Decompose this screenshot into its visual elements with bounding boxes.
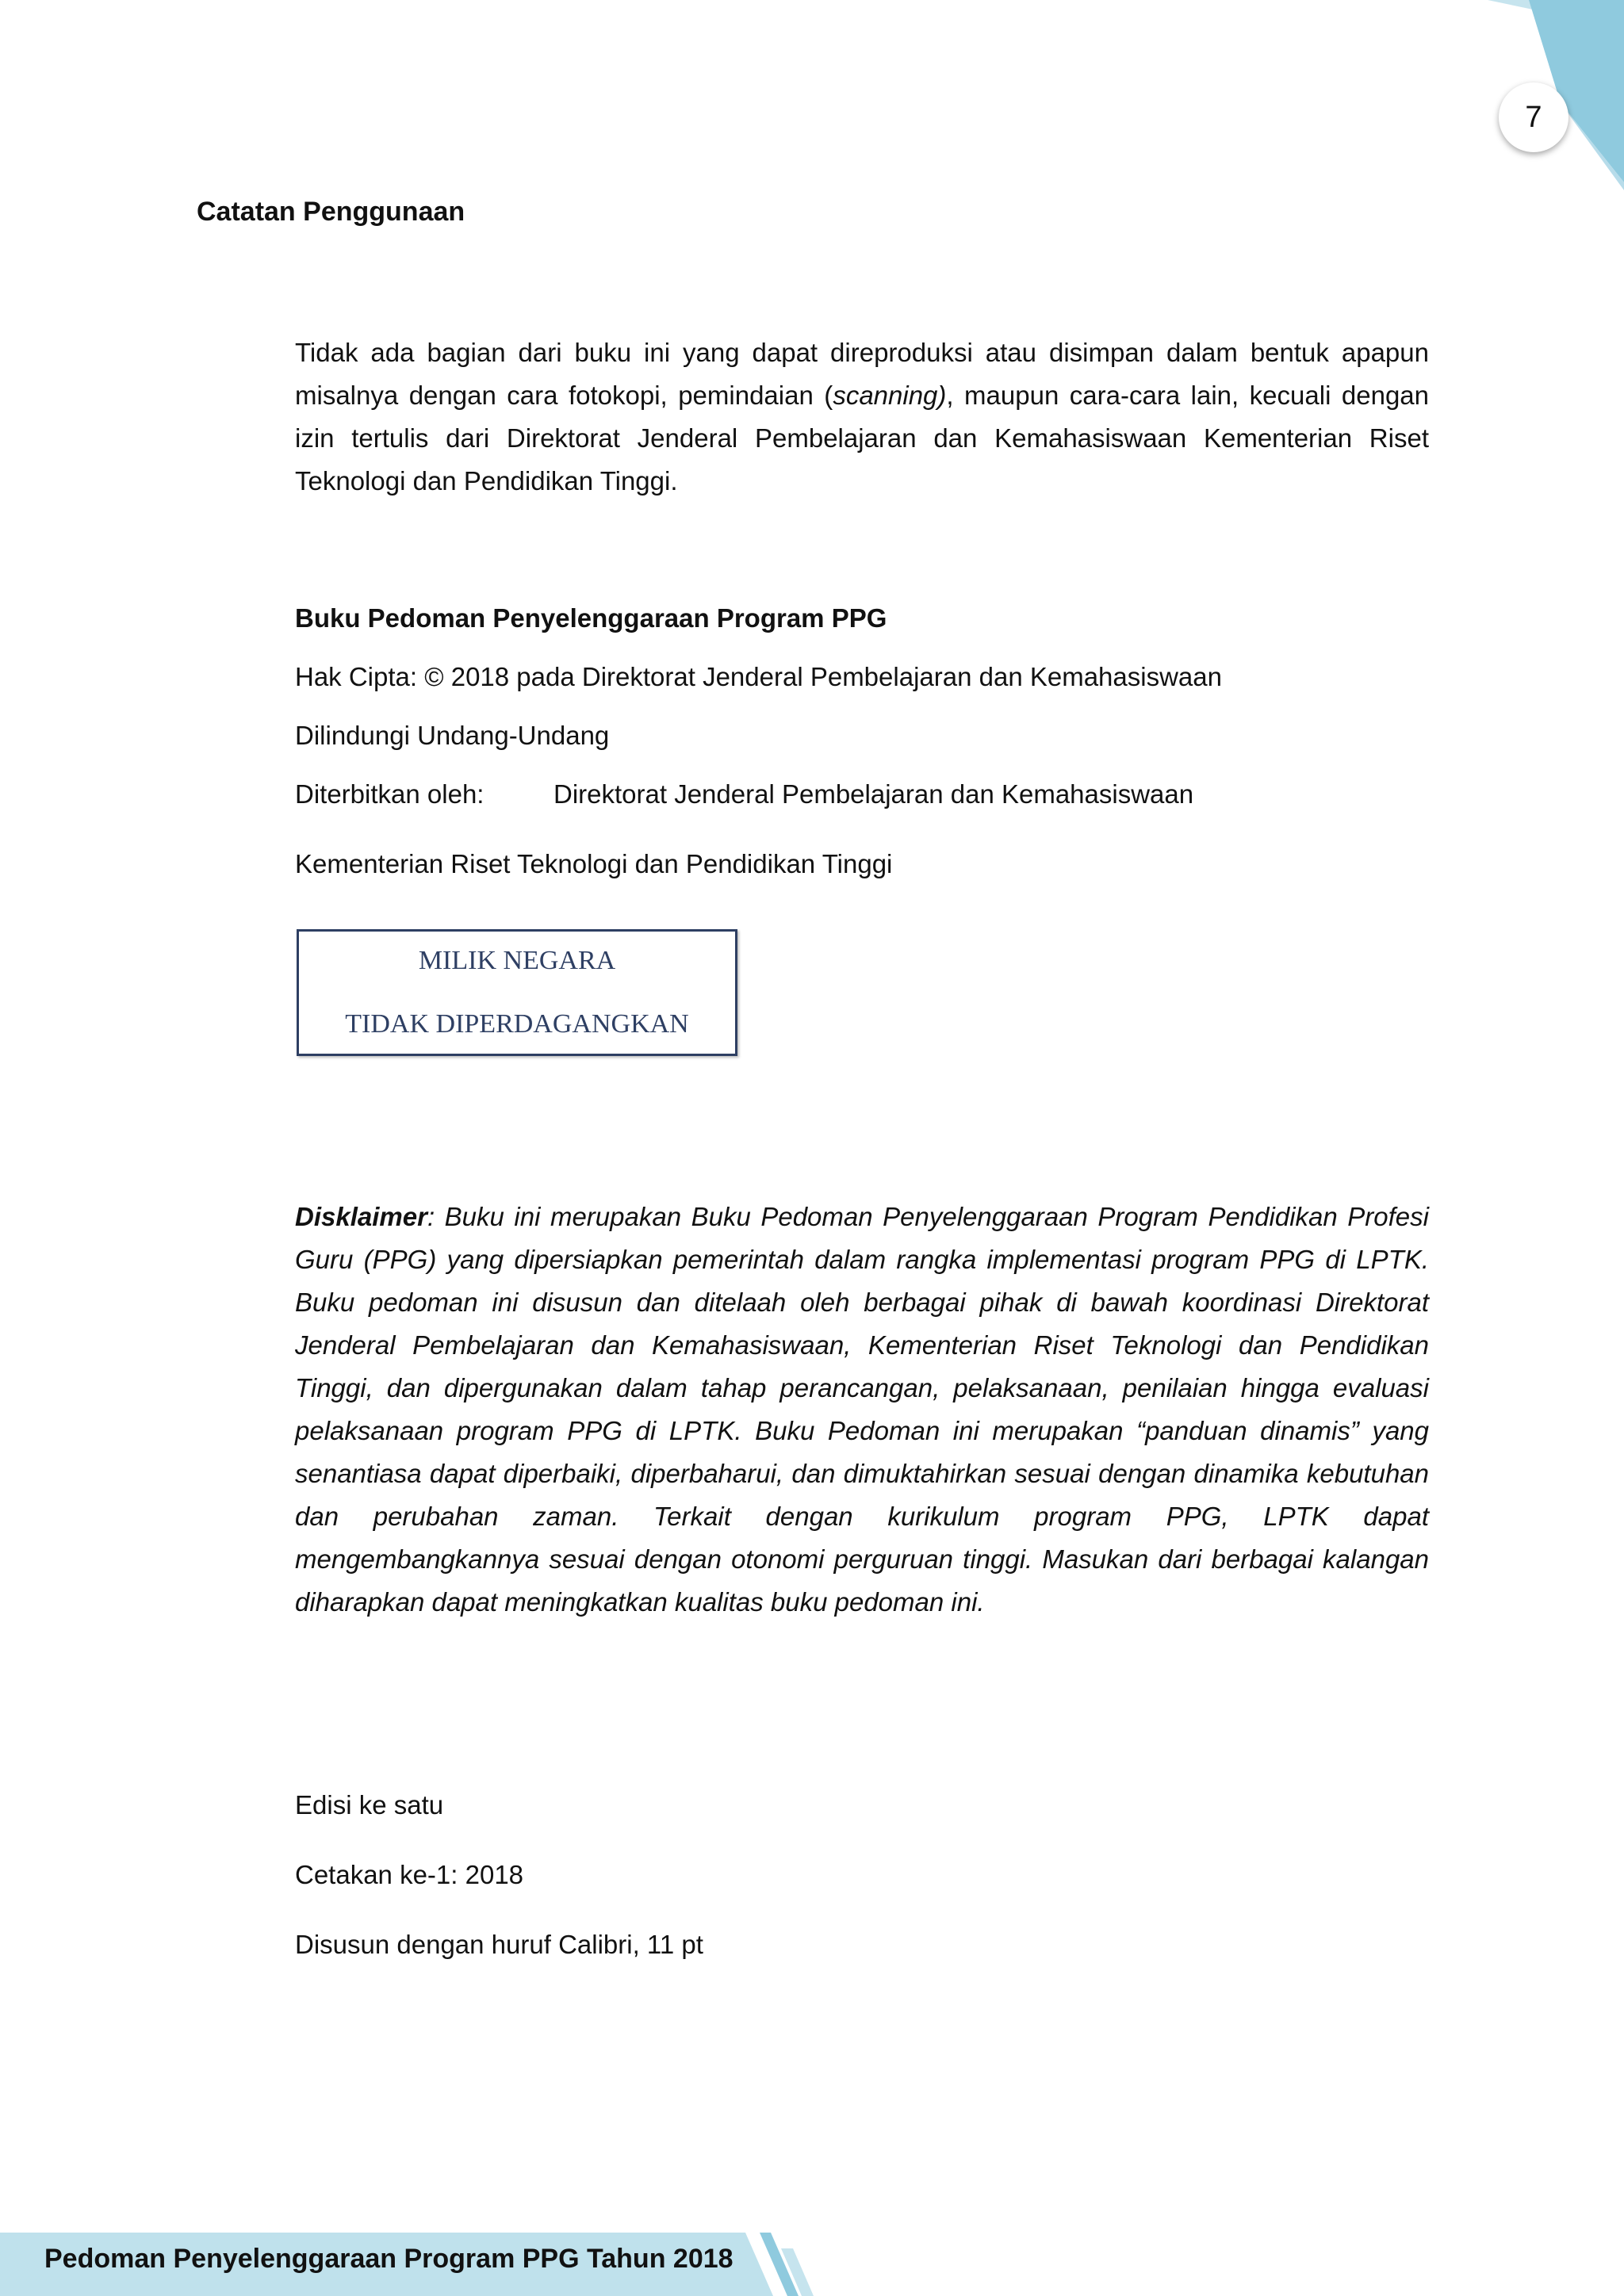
- printing-line: Cetakan ke-1: 2018: [295, 1860, 524, 1889]
- notice-text-before: Tidak ada bagian dari buku ini yang dapat direproduksi atau disimpan dalam bentuk apapun misalnya dengan cara fotokopi, pemindaian (: [295, 338, 1429, 410]
- publisher-label: Diterbitkan oleh:: [295, 779, 485, 809]
- page-number: 7: [1499, 82, 1568, 152]
- footer-title: Pedoman Penyelenggaraan Program PPG Tahun 2018: [44, 2244, 733, 2274]
- protected-line: Dilindungi Undang-Undang: [295, 721, 610, 750]
- copyright-line: Hak Cipta: © 2018 pada Direktorat Jenderal Pembelajaran dan Kemahasiswaan: [295, 662, 1222, 691]
- disclaimer-label: Disklaimer: [295, 1202, 427, 1231]
- notice-text-after: , maupun cara-cara lain, kecuali dengan izin tertulis dari Direktorat Jenderal Pembelajaran dan Kemahasiswaan Kementerian Riset Teknologi dan Pendidikan Tinggi.: [295, 381, 1429, 496]
- disclaimer-text: : Buku ini merupakan Buku Pedoman Penyelenggaraan Program Pendidikan Profesi Guru (PPG) yang dipersiapkan pemerintah dalam rangka implementasi program PPG di LPTK. Buku pedoman ini disusun dan ditelaah oleh berbagai pihak di bawah koordinasi Direktorat Jenderal Pembelajaran dan Kemahasiswaan, Kementerian Riset Teknologi dan Pendidikan Tinggi, dan dipergunakan dalam tahap perancangan, pelaksanaan, penilaian hingga evaluasi pelaksanaan program PPG di LPTK. Buku Pedoman ini merupakan “panduan dinamis” yang senantiasa dapat diperbaiki, diperbaharui, dan dimuktahirkan sesuai dengan dinamika kebutuhan dan perubahan zaman. Terkait dengan kurikulum program PPG, LPTK dapat mengembangkannya sesuai dengan otonomi perguruan tinggi. Masukan dari berbagai kalangan diharapkan dapat meningkatkan kualitas buku pedoman ini.: [295, 1202, 1429, 1617]
- book-title: Buku Pedoman Penyelenggaraan Program PPG: [295, 603, 887, 633]
- publisher-value: Direktorat Jenderal Pembelajaran dan Kemahasiswaan: [553, 779, 1194, 809]
- state-property-stamp: [297, 929, 737, 1056]
- typeset-line: Disusun dengan huruf Calibri, 11 pt: [295, 1930, 703, 1959]
- notice-text-italic: scanning): [833, 381, 947, 410]
- stamp-line-2: TIDAK DIPERDAGANGKAN: [345, 1009, 689, 1039]
- ministry-line: Kementerian Riset Teknologi dan Pendidikan Tinggi: [295, 849, 893, 878]
- reproduction-notice: [295, 331, 1429, 503]
- disclaimer-paragraph: [295, 1196, 1429, 1624]
- section-heading: Catatan Penggunaan: [197, 197, 465, 227]
- publisher-line: [295, 777, 1194, 812]
- stamp-line-1: MILIK NEGARA: [418, 946, 616, 975]
- edition-line: Edisi ke satu: [295, 1790, 444, 1820]
